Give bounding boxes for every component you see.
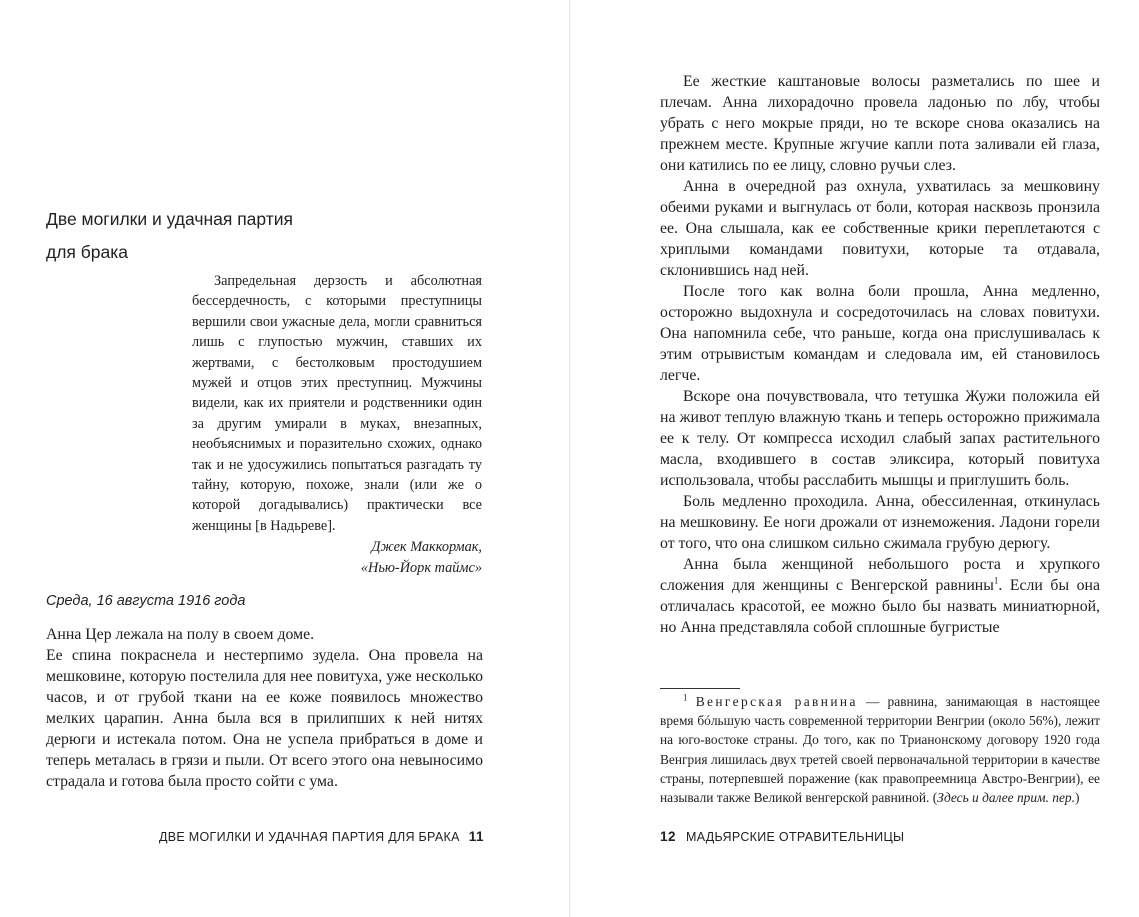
footnote-reference: 1 xyxy=(993,575,999,586)
footnote xyxy=(660,692,1100,807)
footnote-text xyxy=(660,692,1100,807)
footnote-mark: 1 xyxy=(683,692,688,703)
epigraph-author: Джек Маккормак, xyxy=(371,539,482,556)
footnote-body: — равнина, занимающая в настоящее время бóльшую часть современной территории Венгрии (около 56%), лежит на юго-востоке страны. До того, как по Трианонскому договору 1920 года Венгрия лишилась двух третей своей первоначальной территории в качестве страны, потерпевшей поражение (как правопреемница Австро-Венгрии), ее называли также Великой венгерской равниной. ( xyxy=(660,694,1100,806)
running-head-title: МАДЬЯРСКИЕ ОТРАВИТЕЛЬНИЦЫ xyxy=(686,830,905,844)
paragraph-text: . Если бы она отличалась красотой, ее можно было бы назвать миниатюрной, но Анна представляла собой сплошные бугристые xyxy=(660,577,1100,636)
epigraph-source: «Нью-Йорк таймс» xyxy=(360,559,482,576)
footnote-rule xyxy=(660,688,740,689)
paragraph xyxy=(660,554,1100,638)
paragraph: Боль медленно проходила. Анна, обессиленная, откинулась на мешковину. Ее ноги дрожали от изнеможения. Ладони горели от того, что она слишком сильно сжимала грубую дерюгу. xyxy=(660,493,1100,552)
running-head-title: ДВЕ МОГИЛКИ И УДАЧНАЯ ПАРТИЯ ДЛЯ БРАКА xyxy=(158,830,460,844)
footnote-term: Венгерская равнина xyxy=(695,694,858,709)
epigraph-text: Запредельная дерзость и абсолютная бессердечность, с которыми преступницы вершили свои ужасные дела, могли сравниться лишь с глупостью мужчин, ставших их жертвами, с бестолковым простодушием мужей и отцов этих преступниц. Мужчины видели, как их приятели и родственники один за другим умирали в муках, внезапных, необъяснимых и поразительно схожих, однако так и не удосужились попытаться разгадать ту тайну, которую, похоже, знали (или же о которой догадывались) практически все женщины [в Надьреве]. xyxy=(192,273,482,534)
date-line: Среда, 16 августа 1916 года xyxy=(46,593,246,609)
page-number: 12 xyxy=(660,829,677,844)
paragraph: Вскоре она почувствовала, что тетушка Жужи положила ей на живот теплую влажную ткань и теперь осторожно прижимала ее к телу. От компресса исходил слабый запах растительного масла, входившего в состав эликсира, который повитуха использовала, чтобы расслабить мышцы и приглушить боль. xyxy=(660,388,1100,489)
right-body-text xyxy=(660,71,1100,638)
left-body-text xyxy=(46,624,483,792)
chapter-title-line-2: для брака xyxy=(46,242,129,262)
paragraph: После того как волна боли прошла, Анна медленно, осторожно выдохнула и сосредоточилась на словах повитухи. Она напомнила себе, что раньше, когда она прислушивалась к этим отрывистым командам и следовала им, ей становилось легче. xyxy=(660,283,1100,384)
paragraph: Анна в очередной раз охнула, ухватилась за мешковину обеими руками и выгнулась от боли, которая насквозь пронзила ее. Она слышала, как ее собственные крики переплетаются с хриплыми командами повитухи, которые та отдавала, склонившись над ней. xyxy=(660,178,1100,279)
left-page xyxy=(0,0,569,917)
translator-note: Здесь и далее прим. пер. xyxy=(937,790,1075,806)
epigraph xyxy=(192,271,482,578)
left-running-head xyxy=(0,829,484,845)
epigraph-attribution xyxy=(192,537,482,578)
right-running-head xyxy=(660,829,904,845)
footnote-closing: ) xyxy=(1074,790,1080,806)
paragraph: Анна Цер лежала на полу в своем доме. xyxy=(46,626,315,643)
paragraph: Ее жесткие каштановые волосы разметались по шее и плечам. Анна лихорадочно провела ладонью по лбу, чтобы убрать с него мокрые пряди, но те вскоре снова оказались на прежнем месте. Крупные жгучие капли пота заливали ей глаза, они катились по ее лицу, словно ручьи слез. xyxy=(660,73,1100,174)
page-number: 11 xyxy=(468,829,484,844)
paragraph-text: Анна была женщиной небольшого роста и хрупкого сложения для женщины с Венгерской равнины xyxy=(660,556,1100,594)
paragraph: Ее спина покраснела и нестерпимо зудела. Она провела на мешковине, которую постелила для нее повитуха, уже несколько часов, и от грубой ткани на ее коже появилось множество мелких царапин. Анна была вся в прилипших к ней нитях дерюги и истекала потом. Она не успела прибраться в доме и теперь металась в грязи и пыли. От всего этого она невыносимо страдала и готова была просто сойти с ума. xyxy=(46,647,483,790)
chapter-title-line-1: Две могилки и удачная партия xyxy=(46,209,294,229)
chapter-title xyxy=(46,203,486,269)
